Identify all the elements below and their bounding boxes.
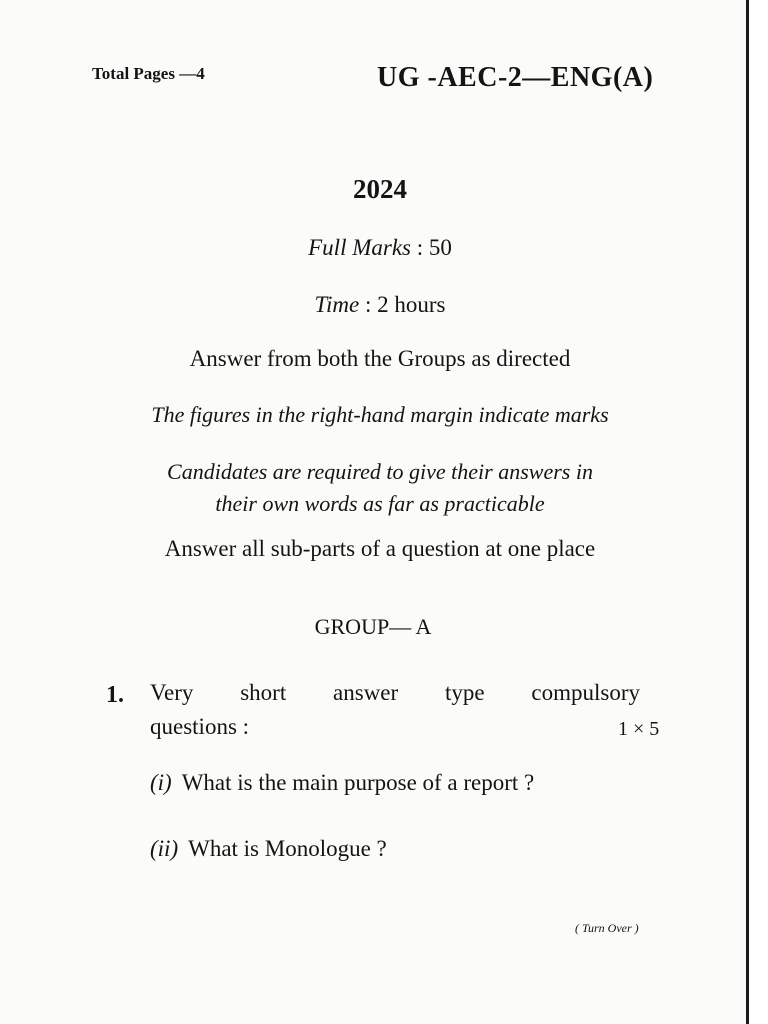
instruction-sub-parts: Answer all sub-parts of a question at one place xyxy=(164,536,596,561)
exam-time xyxy=(0,292,760,318)
exam-year: 2024 xyxy=(353,174,407,204)
sub-question-number: (ii) xyxy=(150,836,179,861)
group-title: GROUP— A xyxy=(314,614,432,639)
instruction-own-words-line1: Candidates are required to give their answers in xyxy=(167,459,593,484)
sub-question-number: (i) xyxy=(150,770,172,795)
question-word: short xyxy=(240,680,287,705)
question-text-line1 xyxy=(150,680,640,706)
full-marks xyxy=(0,235,760,261)
question-word: type xyxy=(444,680,485,705)
question-word: compulsory xyxy=(531,680,640,705)
time-value: : 2 hours xyxy=(364,292,446,317)
instruction-own-words-line2: their own words as far as practicable xyxy=(215,491,545,516)
paper-code: UG -AEC-2—ENG(A) xyxy=(377,62,654,93)
question-marks: 1 × 5 xyxy=(618,718,660,740)
total-pages: Total Pages —4 xyxy=(92,64,205,83)
instruction-marks: The figures in the right-hand margin indicate marks xyxy=(151,402,609,427)
instruction-groups: Answer from both the Groups as directed xyxy=(189,346,571,371)
question-number: 1. xyxy=(106,682,124,708)
full-marks-label: Full Marks xyxy=(308,235,411,260)
sub-question-text: What is the main purpose of a report ? xyxy=(181,770,535,795)
sub-question xyxy=(150,836,387,862)
question-text-line2: questions : xyxy=(150,714,250,739)
time-label: Time xyxy=(314,292,360,317)
question-word: answer xyxy=(333,680,399,705)
turn-over-note: ( Turn Over ) xyxy=(575,921,639,935)
full-marks-value: : 50 xyxy=(416,235,452,260)
sub-question-text: What is Monologue ? xyxy=(188,836,387,861)
question-word: Very xyxy=(150,680,194,705)
sub-question xyxy=(150,770,534,796)
